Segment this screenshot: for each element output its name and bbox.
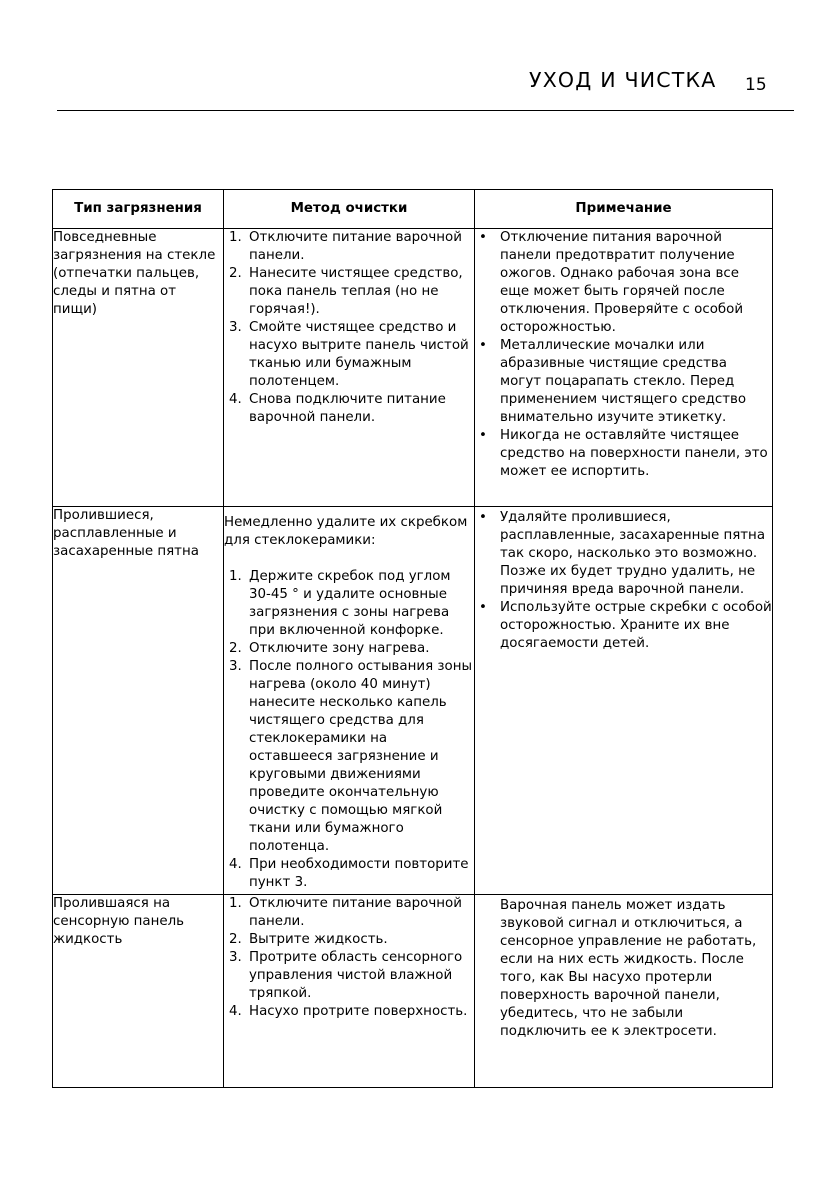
header-divider [57,110,794,111]
soil-type-cell: Пролившаяся на сенсорную панель жидкость [53,895,224,1088]
note-cell [475,507,773,895]
method-step: 4. Насухо протрите поверхность. [229,1004,468,1019]
method-step: 1. Отключите питание варочной панели. [229,896,462,929]
note-item: • Используйте острые скребки с особой осторожностью. Храните их вне досягаемости детей. [479,600,772,651]
note-list [475,509,772,653]
bullet-icon: • [479,510,487,525]
method-cell [224,507,475,895]
bullet-icon: • [479,600,487,615]
note-list [475,229,772,481]
bullet-icon: • [479,230,487,245]
method-step: 2. Вытрите жидкость. [229,932,388,947]
note-item: • Металлические мочалки или абразивные чистящие средства могут поцарапать стекло. Перед применением чистящего средство внимательно изучите этикетку. [479,338,747,425]
section-title: УХОД И ЧИСТКА [529,68,717,92]
method-step: 2. Отключите зону нагрева. [229,641,430,656]
note-cell [475,895,773,1088]
column-header-type: Тип загрязнения [53,190,224,229]
method-step: 4. Снова подключите питание варочной панели. [229,392,446,425]
note-text: Варочная панель может издать звуковой сигнал и отключиться, а сенсорное управление не работать, если на них есть жидкость. После того, как Вы насухо протерли поверхность варочной панели, убедитесь, что не забыли подключить ее к электросети. [500,898,757,1039]
method-step: 3. Смойте чистящее средство и насухо вытрите панель чистой тканью или бумажным полотенцем. [229,320,469,389]
note-cell [475,229,773,507]
note-item: • Отключение питания варочной панели предотвратит получение ожогов. Однако рабочая зона все еще может быть горячей после отключения. Проверяйте с особой осторожностью. [479,230,744,335]
table-row [53,229,773,507]
bullet-icon: • [479,428,487,443]
column-header-method: Метод очистки [224,190,475,229]
method-step: 1. Отключите питание варочной панели. [229,230,462,263]
column-header-note: Примечание [475,190,773,229]
method-step: 4. При необходимости повторите пункт 3. [229,857,469,890]
cleaning-table [52,189,773,1088]
bullet-icon: • [479,338,487,353]
note-item: • Никогда не оставляйте чистящее средство на поверхности панели, это может ее испортить. [479,428,768,479]
method-intro: Немедленно удалите их скребком для стеклокерамики: [224,515,468,548]
method-step: 3. Протрите область сенсорного управления чистой влажной тряпкой. [229,950,463,1001]
method-step: 1. Держите скребок под углом 30-45 ° и удалите основные загрязнения с зоны нагрева при включенной конфорке. [229,569,451,638]
soil-type-cell: Повседневные загрязнения на стекле (отпечатки пальцев, следы и пятна от пищи) [53,229,224,507]
method-steps [224,568,474,892]
table-row [53,507,773,895]
table-header-row [53,190,773,229]
method-cell [224,895,475,1088]
method-step: 3. После полного остывания зоны нагрева (около 40 минут) нанесите несколько капель чистящего средства для стеклокерамики на оставшееся загрязнение и круговыми движениями проведите окончательную очистку с помощью мягкой ткани или бумажного полотенца. [229,659,473,854]
method-steps [224,229,474,427]
note-item: • Удаляйте пролившиеся, расплавленные, засахаренные пятна так скоро, насколько это возможно. Позже их будет трудно удалить, не причиняя вреда варочной панели. [479,510,766,597]
method-steps [224,895,474,1021]
method-step: 2. Нанесите чистящее средство, пока панель теплая (но не горячая!). [229,266,463,317]
soil-type-cell: Пролившиеся, расплавленные и засахаренные пятна [53,507,224,895]
table-row [53,895,773,1088]
method-cell [224,229,475,507]
page-number: 15 [745,75,767,95]
